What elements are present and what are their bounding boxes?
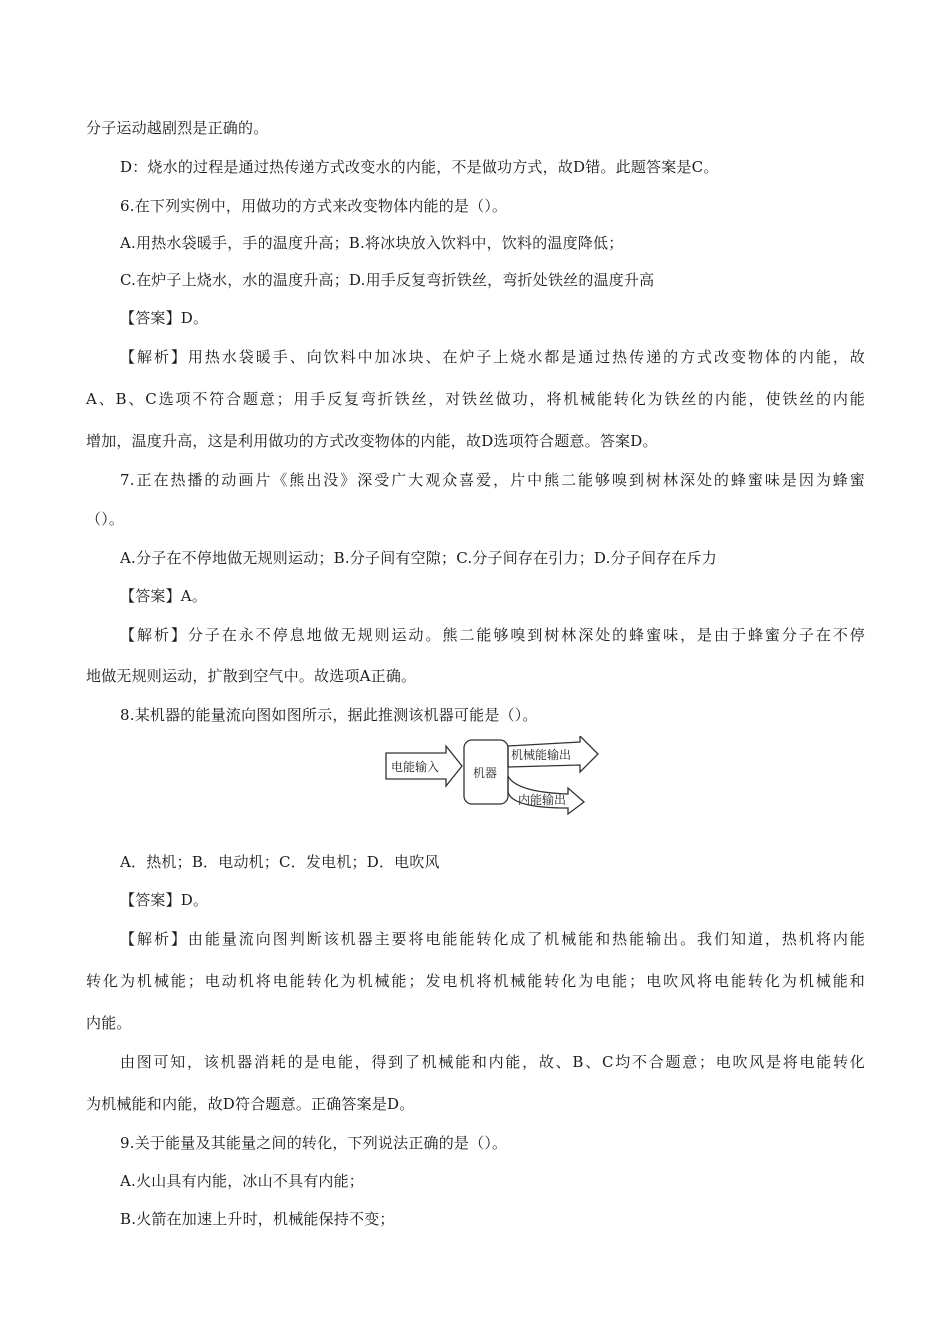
machine-label: 机器: [473, 766, 498, 780]
question-8-explanation: 由图可知，该机器消耗的是电能，得到了机械能和内能，故、B、C均不合题意；电吹风是将电能转化: [120, 1053, 865, 1071]
question-6-explanation: A、B、C选项不符合题意；用手反复弯折铁丝，对铁丝做功，将机械能转化为铁丝的内能，使铁丝的内能: [86, 390, 865, 408]
question-8-explanation: 为机械能和内能，故D符合题意。正确答案是D。: [86, 1095, 415, 1113]
text-line: 分子运动越剧烈是正确的。: [86, 119, 269, 137]
question-8-explanation: 【解析】由能量流向图判断该机器主要将电能能转化成了机械能和热能输出。我们知道，热机将内能: [120, 930, 865, 948]
question-9-option-a: A.火山具有内能，冰山不具有内能；: [120, 1172, 365, 1190]
question-7-explanation: 地做无规则运动，扩散到空气中。故选项A正确。: [86, 667, 417, 685]
question-7-answer: 【答案】A。: [120, 587, 208, 605]
input-label: 电能输入: [391, 760, 440, 774]
question-8-answer: 【答案】D。: [120, 891, 209, 909]
mechanical-output-label: 机械能输出: [511, 748, 572, 762]
energy-flow-diagram: [384, 736, 604, 816]
question-6: 6.在下列实例中，用做功的方式来改变物体内能的是（）。: [120, 197, 508, 215]
question-6-options-ab: A.用热水袋暖手，手的温度升高；B.将冰块放入饮料中，饮料的温度降低；: [120, 234, 624, 252]
text-line: D：烧水的过程是通过热传递方式改变水的内能，不是做功方式，故D错。此题答案是C。: [120, 158, 719, 176]
question-8-explanation: 转化为机械能；电动机将电能转化为机械能；发电机将机械能转化为电能；电吹风将电能转化为机械能和: [86, 972, 865, 990]
question-9-option-b: B.火箭在加速上升时，机械能保持不变；: [120, 1210, 395, 1228]
question-7-explanation: 【解析】分子在永不停息地做无规则运动。熊二能够嗅到树林深处的蜂蜜味，是由于蜂蜜分子在不停: [120, 626, 865, 644]
question-6-explanation: 【解析】用热水袋暖手、向饮料中加冰块、在炉子上烧水都是通过热传递的方式改变物体的内能，故: [120, 348, 865, 366]
question-8-explanation: 内能。: [86, 1014, 132, 1032]
question-6-explanation: 增加，温度升高，这是利用做功的方式改变物体的内能，故D选项符合题意。答案D。: [86, 432, 658, 450]
question-7: （）。: [86, 510, 125, 528]
question-6-options-cd: C.在炉子上烧水，水的温度升高；D.用手反复弯折铁丝，弯折处铁丝的温度升高: [120, 271, 655, 289]
question-6-answer: 【答案】D。: [120, 309, 209, 327]
internal-output-label: 内能输出: [518, 793, 567, 807]
question-7-options: A.分子在不停地做无规则运动；B.分子间有空隙；C.分子间存在引力；D.分子间存在斥力: [120, 549, 717, 567]
question-8-options: A．热机；B．电动机；C．发电机；D．电吹风: [120, 853, 440, 871]
question-8: 8.某机器的能量流向图如图所示，据此推测该机器可能是（）。: [120, 706, 538, 724]
question-7: 7.正在热播的动画片《熊出没》深受广大观众喜爱，片中熊二能够嗅到树林深处的蜂蜜味是因为蜂蜜: [120, 471, 865, 489]
question-9: 9.关于能量及其能量之间的转化，下列说法正确的是（）。: [120, 1134, 508, 1152]
